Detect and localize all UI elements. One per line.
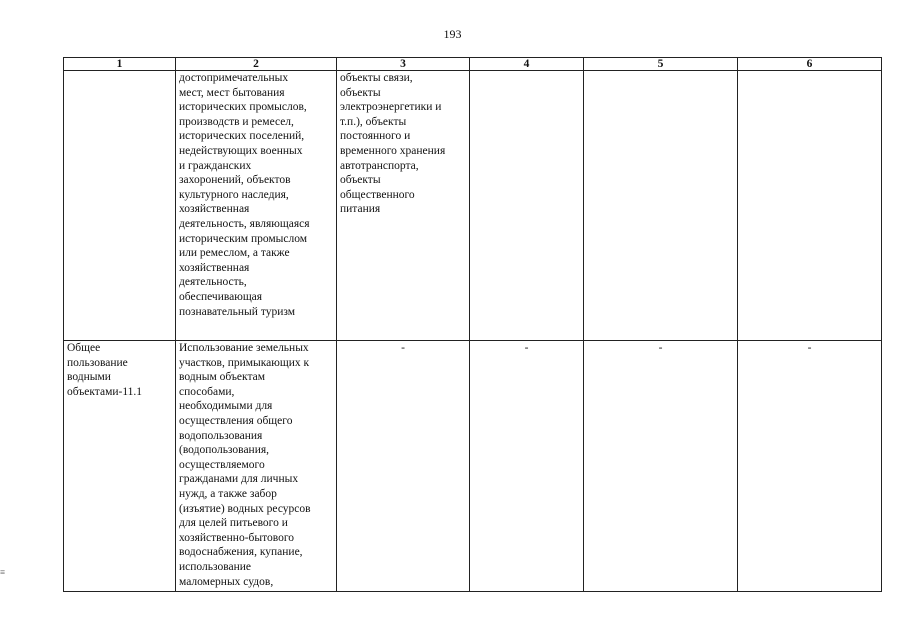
table-cell <box>470 71 584 341</box>
table-cell-dash: - <box>337 341 470 592</box>
column-header-2: 2 <box>176 58 337 71</box>
document-table <box>63 57 882 592</box>
table-cell <box>64 71 176 341</box>
table-cell <box>584 71 738 341</box>
table-row <box>64 341 882 592</box>
table-cell <box>738 71 882 341</box>
table-row <box>64 71 882 341</box>
column-header-5: 5 <box>584 58 738 71</box>
column-header-4: 4 <box>470 58 584 71</box>
table-header-row <box>64 58 882 71</box>
margin-mark: ≡ <box>0 567 6 577</box>
table-cell: достопримечательных мест, мест бытования исторических промыслов, производств и ремесел, исторических поселений, недействующих военных и гражданских захоронений, объектов культурного наследия, хозяйственная деятельность, являющаяся историческим промыслом или ремеслом, а также хозяйственная деятельность, обеспечивающая познавательный туризм <box>176 71 337 341</box>
table-cell-dash: - <box>584 341 738 592</box>
column-header-6: 6 <box>738 58 882 71</box>
table-cell: объекты связи, объекты электроэнергетики и т.п.), объекты постоянного и временного хранения автотранспорта, объекты общественного питания <box>337 71 470 341</box>
page-number: 193 <box>443 27 462 41</box>
table-cell-dash: - <box>738 341 882 592</box>
table-cell: Использование земельных участков, примыкающих к водным объектам способами, необходимыми для осуществления общего водопользования (водопользования, осуществляемого гражданами для личных нужд, а также забор (изъятие) водных ресурсов для целей питьевого и хозяйственно-бытового водоснабжения, купание, использование маломерных судов, <box>176 341 337 592</box>
column-header-3: 3 <box>337 58 470 71</box>
table-cell-dash: - <box>470 341 584 592</box>
table-cell: Общее пользование водными объектами-11.1 <box>64 341 176 592</box>
column-header-1: 1 <box>64 58 176 71</box>
